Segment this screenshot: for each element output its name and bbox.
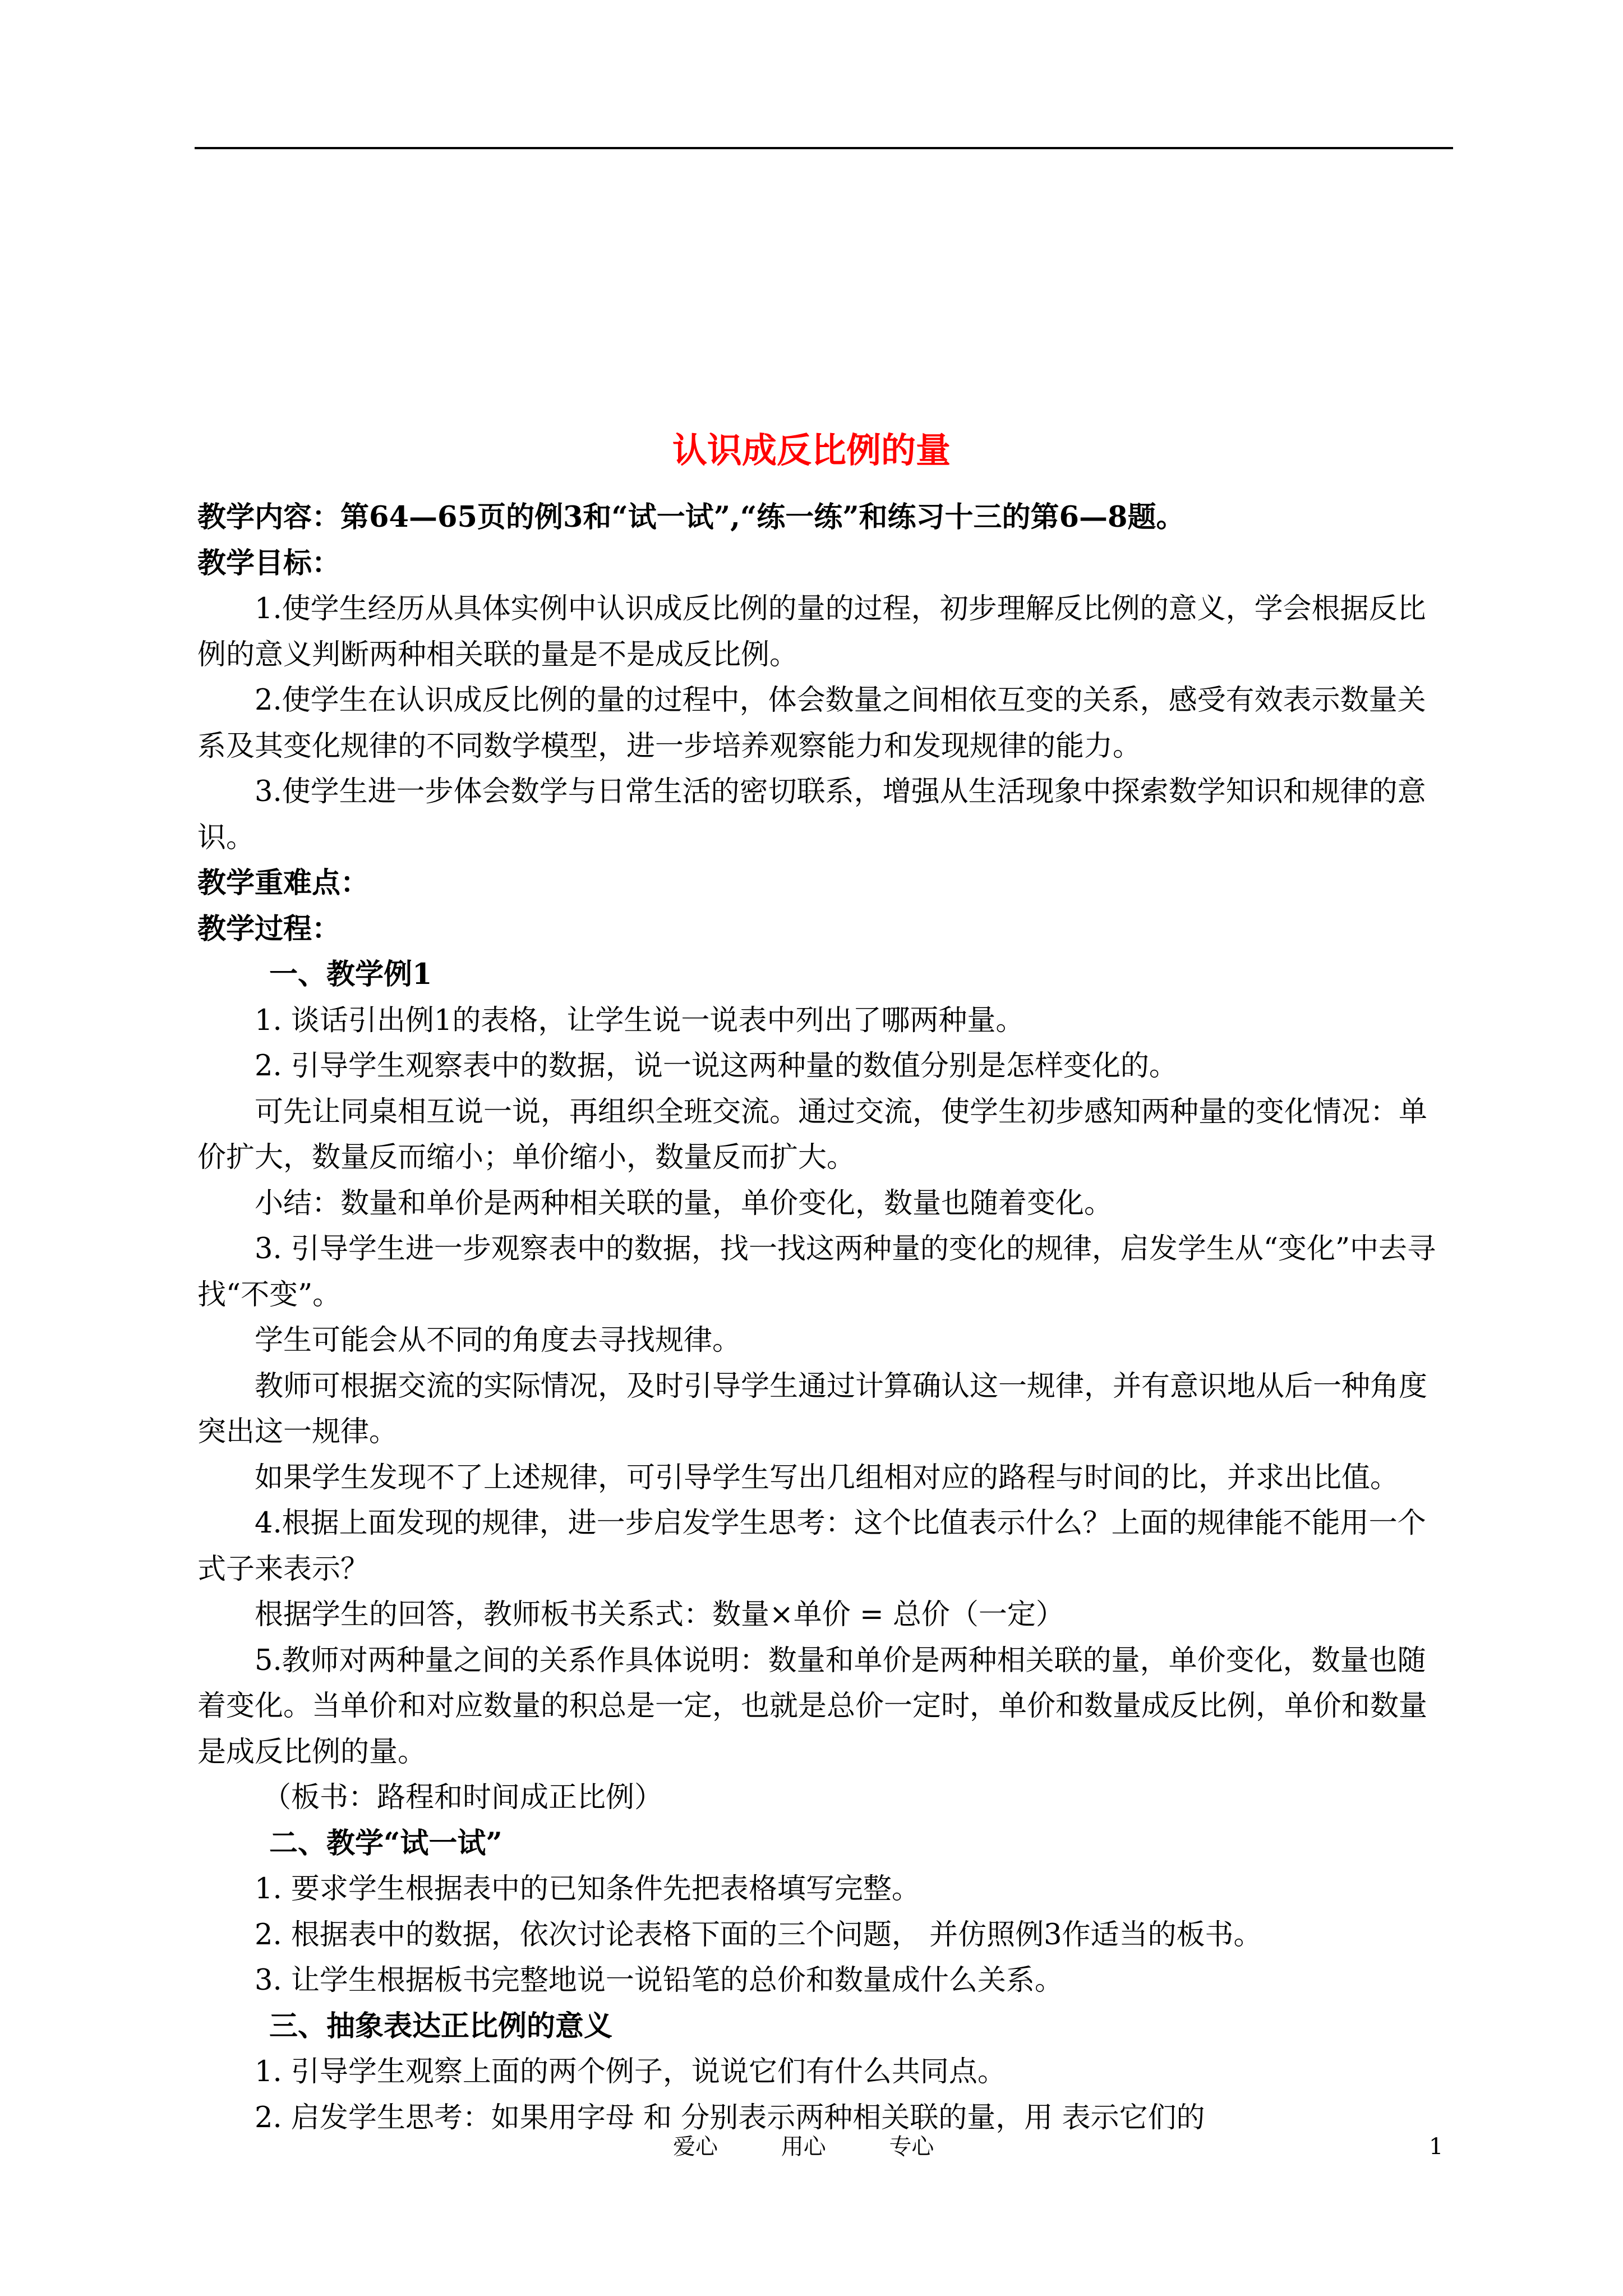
footer-item: 专心 [889, 2134, 934, 2160]
paragraph: 1. 引导学生观察上面的两个例子，说说它们有什么共同点。 [255, 2055, 1006, 2088]
subsection-heading-2: 二、教学“试一试” [269, 1826, 502, 1860]
section-heading-key-points: 教学重难点： [197, 866, 370, 900]
subsection-heading-1: 一、教学例1 [269, 958, 432, 991]
document-body [197, 495, 1453, 2141]
objective-1: 1.使学生经历从具体实例中认识成反比例的量的过程，初步理解反比例的意义，学会根据反比例的意义判断两种相关联的量是不是成反比例。 [197, 592, 1426, 671]
paragraph: 2. 启发学生思考：如果用字母 和 分别表示两种相关联的量，用 表示它们的 [255, 2101, 1205, 2134]
page-number: 1 [1429, 2134, 1444, 2160]
board-note: （板书：路程和时间成正比例） [262, 1781, 663, 1814]
paragraph: 2. 引导学生观察表中的数据，说一说这两种量的数值分别是怎样变化的。 [255, 1050, 1178, 1083]
paragraph: 2. 根据表中的数据，依次讨论表格下面的三个问题， 并仿照例3作适当的板书。 [255, 1918, 1262, 1952]
paragraph: 如果学生发现不了上述规律，可引导学生写出几组相对应的路程与时间的比，并求出比值。 [255, 1461, 1399, 1494]
relation-formula: 根据学生的回答，教师板书关系式：数量×单价 = 总价（一定） [255, 1598, 1064, 1631]
paragraph: 4.根据上面发现的规律，进一步启发学生思考：这个比值表示什么？上面的规律能不能用一个式子来表示？ [197, 1507, 1426, 1586]
paragraph: 1. 谈话引出例1的表格，让学生说一说表中列出了哪两种量。 [255, 1004, 1025, 1037]
paragraph: 5.教师对两种量之间的关系作具体说明：数量和单价是两种相关联的量，单价变化，数量也随着变化。当单价和对应数量的积总是一定，也就是总价一定时，单价和数量成反比例，单价和数量是成反比例的量。 [197, 1644, 1428, 1769]
paragraph: 3. 让学生根据板书完整地说一说铅笔的总价和数量成什么关系。 [255, 1964, 1063, 1997]
footer-item: 用心 [781, 2134, 826, 2160]
header-rule [195, 147, 1453, 149]
section-heading-process: 教学过程： [197, 912, 341, 946]
objective-3: 3.使学生进一步体会数学与日常生活的密切联系，增强从生活现象中探索数学知识和规律的意识。 [197, 775, 1426, 854]
paragraph: 小结：数量和单价是两种相关联的量，单价变化，数量也随着变化。 [255, 1186, 1113, 1220]
objective-2: 2.使学生在认识成反比例的量的过程中，体会数量之间相依互变的关系，感受有效表示数量关系及其变化规律的不同数学模型，进一步培养观察能力和发现规律的能力。 [197, 684, 1426, 763]
page-title: 认识成反比例的量 [672, 430, 951, 471]
teaching-content: 教学内容：第64—65页的例3和“试一试”,“练一练”和练习十三的第6—8题。 [197, 500, 1185, 534]
footer-item: 爱心 [673, 2134, 718, 2160]
paragraph: 1. 要求学生根据表中的已知条件先把表格填写完整。 [255, 1872, 920, 1906]
paragraph: 学生可能会从不同的角度去寻找规律。 [255, 1324, 741, 1357]
paragraph: 教师可根据交流的实际情况，及时引导学生通过计算确认这一规律，并有意识地从后一种角度突出这一规律。 [197, 1369, 1428, 1448]
subsection-heading-3: 三、抽象表达正比例的意义 [269, 2009, 613, 2043]
footer-slogan [673, 2133, 990, 2161]
paragraph: 3. 引导学生进一步观察表中的数据，找一找这两种量的变化的规律，启发学生从“变化”中去寻找“不变”。 [197, 1232, 1436, 1312]
paragraph: 可先让同桌相互说一说，再组织全班交流。通过交流，使学生初步感知两种量的变化情况：单价扩大，数量反而缩小；单价缩小，数量反而扩大。 [197, 1095, 1428, 1174]
section-heading-objectives: 教学目标： [197, 546, 341, 580]
